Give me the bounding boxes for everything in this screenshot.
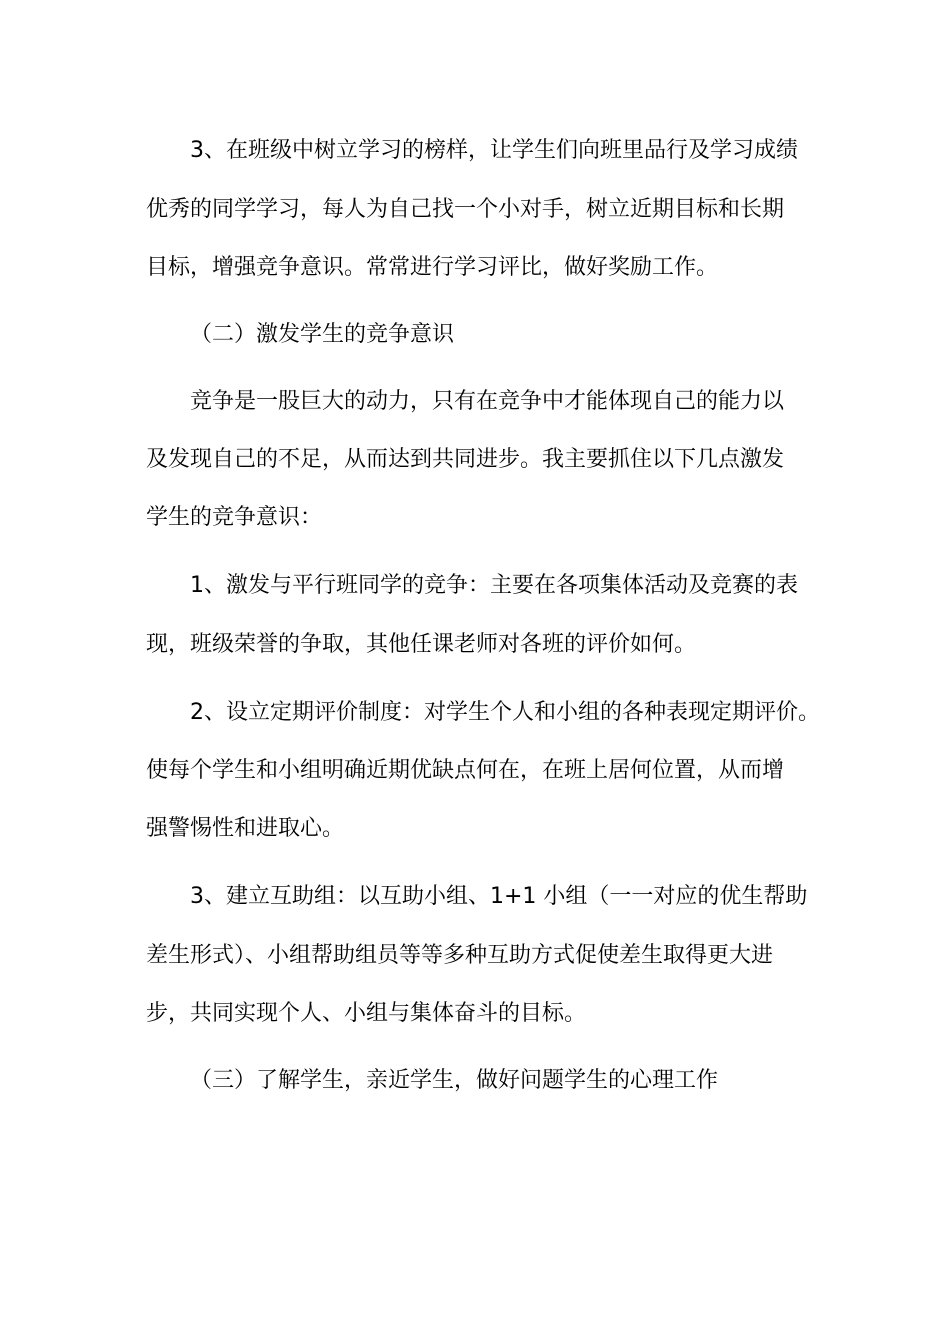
section-heading: （二）激发学生的竞争意识 xyxy=(190,322,455,347)
paragraph-line: 3、在班级中树立学习的榜样，让学生们向班里品行及学习成绩 xyxy=(190,138,798,163)
paragraph-line: 优秀的同学学习，每人为自己找一个小对手，树立近期目标和长期 xyxy=(146,197,785,222)
paragraph-line: 2、设立定期评价制度：对学生个人和小组的各种表现定期评价。 xyxy=(190,700,820,725)
paragraph-line: 使每个学生和小组明确近期优缺点何在，在班上居何位置，从而增 xyxy=(146,758,785,783)
paragraph-line: 竞争是一股巨大的动力，只有在竞争中才能体现自己的能力以 xyxy=(190,389,785,414)
paragraph-line: 3、建立互助组：以互助小组、1+1 小组（一一对应的优生帮助 xyxy=(190,884,808,909)
paragraph-line: 步，共同实现个人、小组与集体奋斗的目标。 xyxy=(146,1001,587,1026)
paragraph-line: 及发现自己的不足，从而达到共同进步。我主要抓住以下几点激发 xyxy=(146,447,785,472)
paragraph-line: 现，班级荣誉的争取，其他任课老师对各班的评价如何。 xyxy=(146,632,697,657)
paragraph-line: 差生形式）、小组帮助组员等等多种互助方式促使差生取得更大进 xyxy=(146,943,774,968)
paragraph-line: 强警惕性和进取心。 xyxy=(146,816,345,841)
section-heading: （三）了解学生，亲近学生，做好问题学生的心理工作 xyxy=(190,1068,719,1093)
paragraph-line: 目标，增强竞争意识。常常进行学习评比，做好奖励工作。 xyxy=(146,255,719,280)
paragraph-line: 学生的竞争意识： xyxy=(146,505,323,530)
paragraph-line: 1、激发与平行班同学的竞争：主要在各项集体活动及竞赛的表 xyxy=(190,573,798,598)
